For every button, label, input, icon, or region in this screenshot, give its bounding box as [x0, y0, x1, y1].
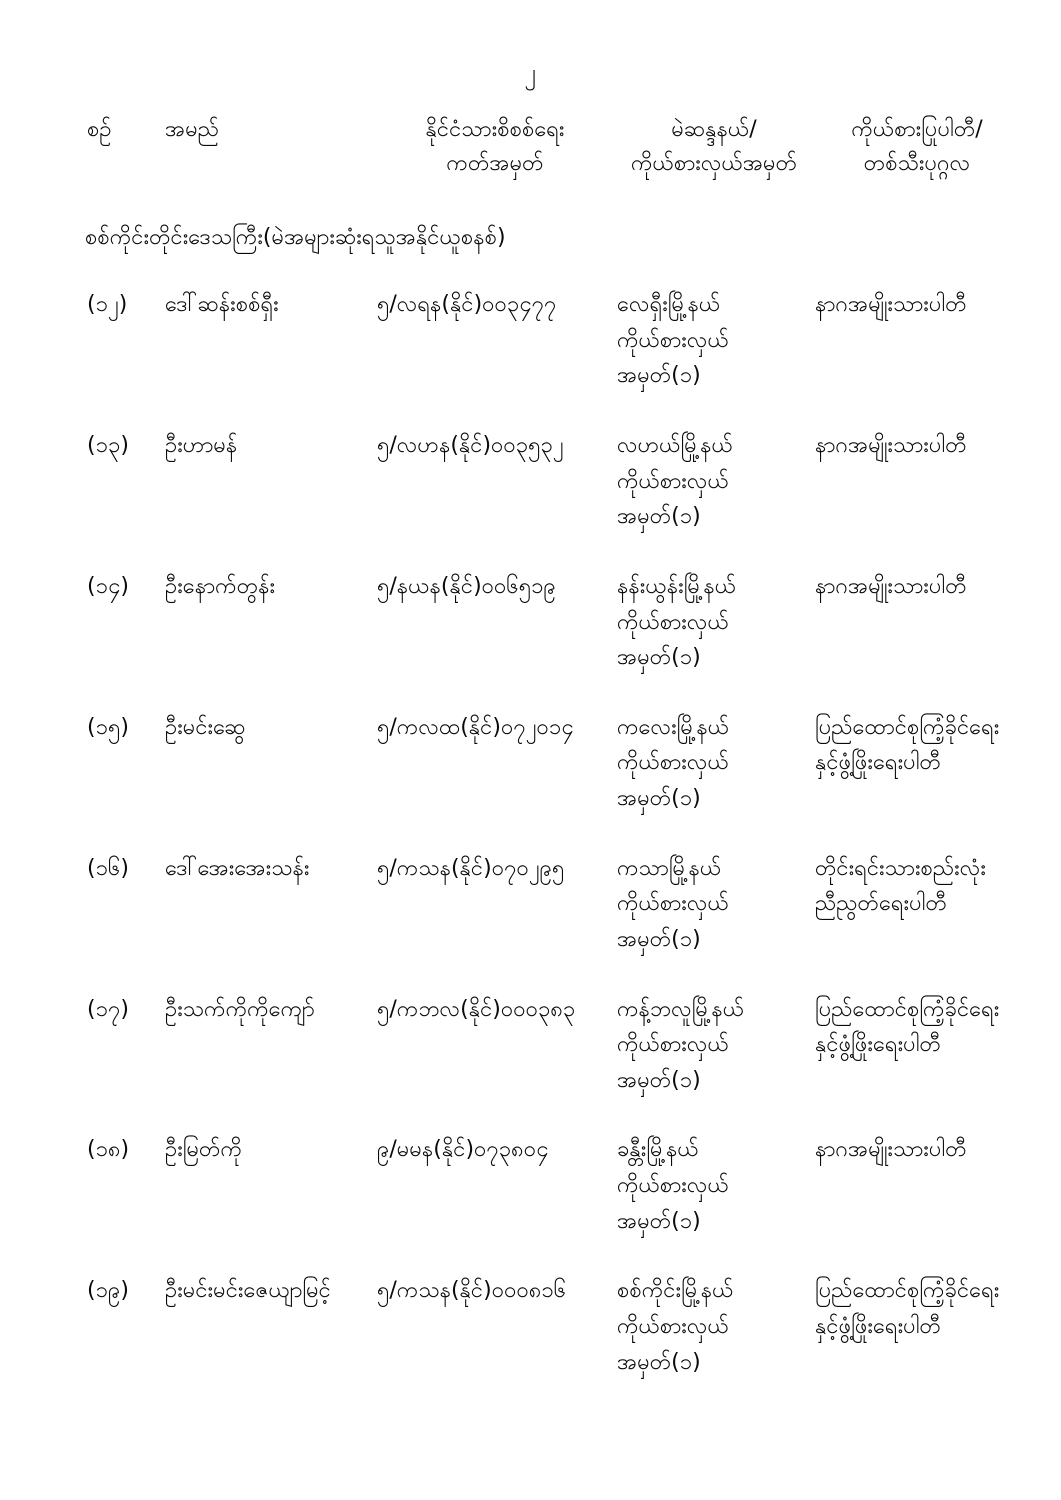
row-no: (၁၃) — [87, 433, 129, 459]
column-header-no: စဉ် — [87, 117, 112, 142]
table-row — [85, 411, 1023, 552]
row-no: (၁၂) — [87, 292, 128, 318]
row-constituency: ခန္တီးမြို့နယ် ကိုယ်စားလှယ် အမှတ်(၁) — [617, 1137, 729, 1234]
section-title-row — [85, 181, 1023, 270]
row-no: (၁၄) — [87, 573, 129, 599]
row-nrc: ၅/ကသန(နိုင်)၀၇၀၂၉၅ — [377, 855, 565, 881]
row-constituency: လဟယ်မြို့နယ် ကိုယ်စားလှယ် အမှတ်(၁) — [617, 433, 733, 530]
row-party: နာဂအမျိုးသားပါတီ — [815, 573, 967, 599]
row-no: (၁၆) — [87, 855, 129, 881]
row-no: (၁၈) — [87, 1137, 130, 1163]
row-name: ဦးဟာမန် — [165, 433, 238, 459]
row-party: ပြည်ထောင်စုကြံ့ခိုင်ရေး နှင့်ဖွံ့ဖြိုးရေးပါတီ — [815, 996, 1000, 1058]
table-body — [85, 181, 1023, 1397]
column-header-nrc: နိုင်ငံသားစိစစ်ရေး ကတ်အမှတ် — [425, 117, 565, 177]
row-constituency: နန်းယွန်းမြို့နယ် ကိုယ်စားလှယ် အမှတ်(၁) — [617, 573, 737, 671]
table-row — [85, 834, 1023, 975]
column-header-party: ကိုယ်စားပြုပါတီ/ တစ်သီးပုဂ္ဂလ — [851, 117, 983, 177]
row-nrc: ၅/ကသန(နိုင်)၀၀၀၈၁၆ — [377, 1278, 567, 1304]
row-no: (၁၉) — [87, 1278, 129, 1304]
row-constituency: ကလေးမြို့နယ် ကိုယ်စားလှယ် အမှတ်(၁) — [617, 714, 730, 812]
table-row — [85, 693, 1023, 834]
row-nrc: ၉/မမန(နိုင်)၀၇၃၈၀၄ — [377, 1137, 549, 1163]
row-nrc: ၅/ကဘလ(နိုင်)၀၀၀၃၈၃ — [377, 996, 576, 1022]
row-party: နာဂအမျိုးသားပါတီ — [815, 433, 967, 459]
table-row — [85, 552, 1023, 693]
table-row — [85, 975, 1023, 1116]
row-party: တိုင်းရင်းသားစည်းလုံး ညီညွတ်ရေးပါတီ — [815, 855, 986, 917]
row-party: နာဂအမျိုးသားပါတီ — [815, 1137, 967, 1163]
row-party: နာဂအမျိုးသားပါတီ — [815, 292, 967, 318]
row-no: (၁၇) — [87, 996, 129, 1022]
row-name: ဒေါ်ဆန်းစစ်ရှီး — [165, 292, 279, 318]
page-number: ၂ — [524, 60, 537, 86]
row-name: ဦးမင်းမင်းဇေယျာမြင့် — [165, 1278, 331, 1304]
row-name: ဦးနောက်တွန်း — [165, 573, 276, 599]
row-name: ဦးမင်းဆွေ — [165, 714, 246, 740]
row-party: ပြည်ထောင်စုကြံ့ခိုင်ရေး နှင့်ဖွံ့ဖြိုးရေးပါတီ — [815, 1278, 1000, 1339]
row-nrc: ၅/နယန(နိုင်)၀၀၆၅၁၉ — [377, 573, 556, 599]
row-nrc: ၅/လဟန(နိုင်)၀၀၃၅၃၂ — [377, 433, 564, 459]
representatives-table — [85, 85, 1023, 1397]
row-constituency: စစ်ကိုင်းမြို့နယ် ကိုယ်စားလှယ် အမှတ်(၁) — [617, 1278, 734, 1375]
row-constituency: လေရှီးမြို့နယ် ကိုယ်စားလှယ် အမှတ်(၁) — [617, 292, 729, 389]
table-header-row — [85, 85, 1023, 181]
row-name: ဒေါ်အေးအေးသန်း — [165, 855, 310, 881]
row-party: ပြည်ထောင်စုကြံ့ခိုင်ရေး နှင့်ဖွံ့ဖြိုးရေးပါတီ — [815, 714, 1000, 776]
row-constituency: ကသာမြို့နယ် ကိုယ်စားလှယ် အမှတ်(၁) — [617, 855, 729, 952]
row-name: ဦးမြတ်ကို — [165, 1137, 242, 1163]
row-nrc: ၅/ကလထ(နိုင်)၀၇၂၀၁၄ — [377, 714, 574, 740]
column-header-name: အမည် — [165, 117, 220, 142]
table-row — [85, 1256, 1023, 1397]
row-nrc: ၅/လရန(နိုင်)၀၀၃၄၇၇ — [377, 292, 557, 318]
table-row — [85, 270, 1023, 411]
column-header-constituency: မဲဆန္ဒနယ်/ ကိုယ်စားလှယ်အမှတ် — [630, 117, 798, 177]
section-title: စစ်ကိုင်းတိုင်းဒေသကြီး(မဲအများဆုံးရသူအနိုင်ယူစနစ်) — [85, 225, 506, 251]
row-constituency: ကန့်ဘလူမြို့နယ် ကိုယ်စားလှယ် အမှတ်(၁) — [617, 996, 745, 1093]
row-name: ဦးသက်ကိုကိုကျော် — [165, 996, 315, 1022]
table-header — [85, 85, 1023, 181]
row-no: (၁၅) — [87, 714, 129, 740]
table-row — [85, 1115, 1023, 1256]
document-body — [0, 85, 1061, 1397]
